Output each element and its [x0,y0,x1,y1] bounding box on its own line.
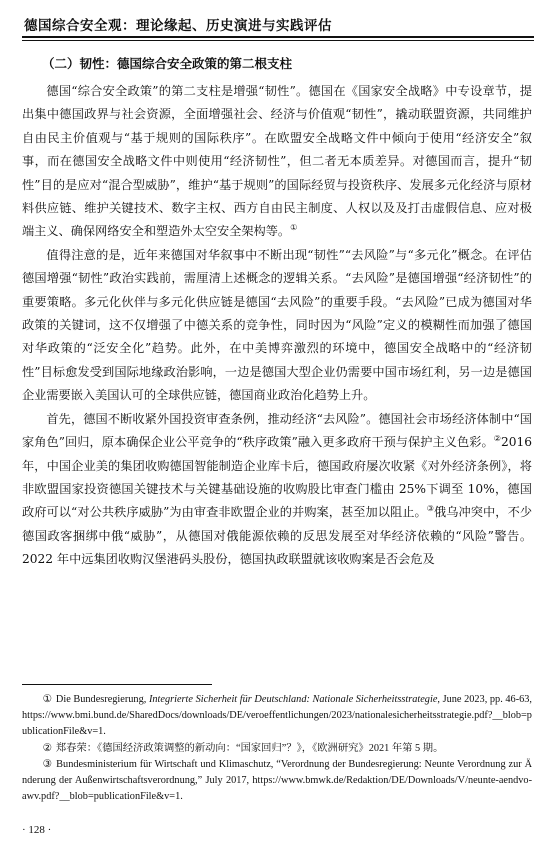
footnote-mark: ① [42,694,52,705]
footnote-text: Die Bundesregierung, [55,694,149,705]
paragraph-text: 德国“综合安全政策”的第二支柱是增强“韧性”。德国在《国家安全战略》中专设章节，提出集中德国政界与社会资源，全面增强社会、经济与价值观“韧性”，撬动联盟资源，共同维护自由民主价值观与“基于规则的国际秩序”。在欧盟安全战略文件中倾向于使用“经济安全”叙事，而在德国安全战略文件中则使用“经济韧性”，但二者无本质差异。对德国而言，提升“韧性”目的是应对“混合型威胁”，维护“基于规则”的国际经贸与投资秩序、发展多元化经济与原材料供应链、维护关键技术、数字主权、西方自由民主制度、人权以及及打击虚假信息、应对极端主义、确保网络安全和塑造外太空安全架构等。 [22,84,532,239]
footnote-mark: ② [42,742,52,754]
footnote-ref[interactable]: ① [290,223,298,233]
running-header: 德国综合安全观：理论缘起、历史演进与实践评估 [24,18,332,34]
footnote-ref[interactable]: ③ [426,504,435,514]
paragraph-text: 2016 年，中国企业美的集团收购德国智能制造企业库卡后，德国政府屡次收紧《对外经济条例》，将非欧盟国家投资德国关键技术与关键基础设施的收购股比审查门槛由 25%下调至 10%，德国政府可以“对公共秩序威胁”为由审查非欧盟企业的并购案，甚至加以阻止。 [22,435,532,520]
footnote-1 [22,692,532,741]
paragraph-2 [22,244,532,408]
paragraph-text: 值得注意的是，近年来德国对华叙事中不断出现“韧性”“去风险”与“多元化”概念。在评估德国增强“韧性”政治实践前，需厘清上述概念的逻辑关系。“去风险”是德国增强“经济韧性”的重要策略。多元化伙伴与多元化供应链是德国“去风险”的重要手段。“去风险”已成为德国对华政策的关键词，这不仅增强了中德关系的竞争性，同时因为“风险”定义的模糊性而加强了德国对华政策的“泛安全化”趋势。此外，在中美博弈激烈的环境中，德国安全战略中的“经济韧性”目标愈发受到国际地缘政治影响，一边是德国大型企业仍需要中国市场红利，另一边是德国企业需要嵌入美国认可的全球供应链，德国商业政治化趋势上升。 [22,247,532,403]
page-number: · 128 · [22,824,52,836]
footnote-ref[interactable]: ② [493,434,501,444]
paragraph-1 [22,80,532,244]
footnote-text: Bundesministerium für Wirtschaft und Klimaschutz, “Verordnung der Bundesregierung: Neunte Verordnung zur Änderung der Außenwirtschaftsverordnung,” July 2017, https://www.bmwk.de/Redaktion/DE/Downloads/V/neunte-aendvo-awv.pdf?__blob=publicationFile&v=1. [22,758,533,803]
footnote-mark: ③ [42,758,53,770]
section-heading: （二）韧性：德国综合安全政策的第二根支柱 [42,56,293,71]
header-rule [22,36,534,38]
footnote-2 [22,741,532,757]
main-content [22,52,532,572]
paragraph-text: 首先，德国不断收紧外国投资审查条例，推动经济“去风险”。德国社会市场经济体制中“国家角色”回归，原本确保企业公平竞争的“秩序政策”融入更多政府干预与保护主义色彩。 [22,411,532,450]
footnote-3 [22,757,532,806]
paragraph-text: 俄乌冲突中，不少德国政客捆绑中俄“威胁”，从德国对俄能源依赖的反思发展至对华经济依赖的“风险”警告。2022 年中远集团收购汉堡港码头股份，德国执政联盟就该收购案是否会危及 [22,505,533,567]
footnote-title: Integrierte Sicherheit für Deutschland: Nationale Sicherheitsstrategie [148,694,438,705]
footnote-text: 郑春荣：《德国经济政策调整的新动向：“国家回归”？》，《欧洲研究》2021 年第 5 期。 [55,742,444,754]
footnotes [22,692,532,805]
header-rule-thin [22,40,534,41]
footnote-text: , June 2023, pp. 46-63, https://www.bmi.bund.de/SharedDocs/downloads/DE/veroeffentlichungen/2023/nationalesicherheitsstrategie.pdf?__blob=publicationFile&v=1. [22,694,532,738]
paragraph-3 [22,408,532,572]
footnote-rule [22,684,212,685]
